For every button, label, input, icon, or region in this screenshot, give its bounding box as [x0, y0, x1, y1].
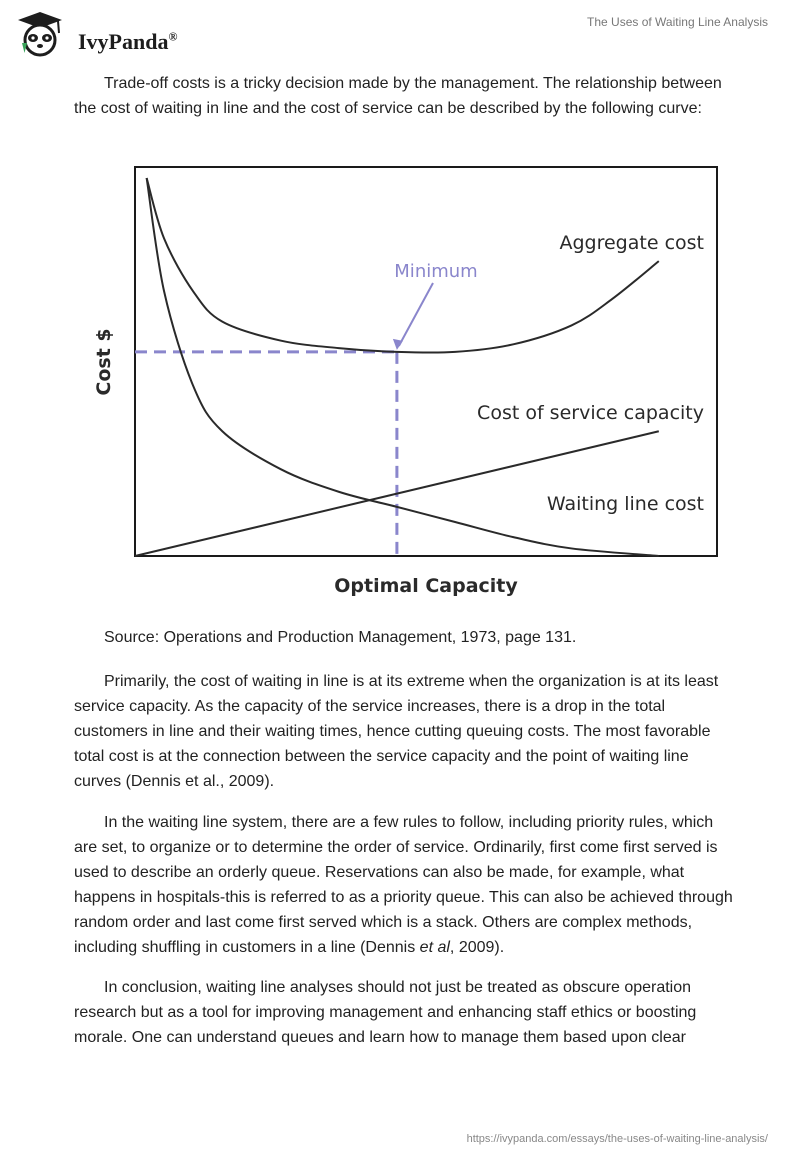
- paragraph-rules: [74, 810, 734, 960]
- paragraph-waiting-cost: Primarily, the cost of waiting in line is at its extreme when the organization is at its least service capacity. As the capacity of the service increases, there is a drop in the total customers in line and their waiting times, hence cutting queuing costs. The most favorable total cost is at the connection between the service capacity and the point of waiting line curves (Dennis et al., 2009).: [74, 673, 719, 790]
- cost-tradeoff-chart: [90, 160, 730, 610]
- rules-citation-italic: et al: [419, 939, 450, 956]
- legend-aggregate-cost: Aggregate cost: [559, 232, 704, 254]
- figure-source: Source: Operations and Production Management, 1973, page 131.: [104, 629, 577, 646]
- legend-waiting-line-cost: Waiting line cost: [546, 493, 704, 515]
- y-axis-label: Cost $: [93, 328, 115, 396]
- x-axis-label: Optimal Capacity: [334, 575, 518, 597]
- brand-name: IvyPanda®: [78, 29, 178, 54]
- minimum-annotation-label: Minimum: [394, 261, 478, 282]
- chart-svg: [90, 160, 730, 610]
- rules-citation-end: , 2009).: [449, 939, 505, 956]
- rules-text: In the waiting line system, there are a few rules to follow, including priority rules, which are set, to organize or to determine the order of service. Ordinarily, first come first served is used to describe an orderly queue. Reservations can also be made, for example, what happens in hospitals-this is referred to as a priority queue. This can also be achieved through random order and last come first served which is a stack. Others are complex methods, including shuffling in customers in a line (Dennis: [74, 814, 733, 956]
- legend-service-capacity: Cost of service capacity: [477, 402, 704, 424]
- registered-mark: ®: [168, 29, 178, 44]
- ivypanda-logo[interactable]: [14, 9, 194, 59]
- panda-icon: [14, 9, 66, 59]
- paragraph-intro: Trade-off costs is a tricky decision made by the management. The relationship between the cost of waiting in line and the cost of service can be described by the following curve:: [74, 75, 722, 117]
- paragraph-conclusion: In conclusion, waiting line analyses should not just be treated as obscure operation research but as a tool for improving management and enhancing staff ethics or boosting morale. One can understand queues and learn how to manage them based upon clear: [74, 979, 697, 1046]
- document-title: The Uses of Waiting Line Analysis: [587, 15, 768, 29]
- footer-url[interactable]: https://ivypanda.com/essays/the-uses-of-waiting-line-analysis/: [466, 1133, 768, 1145]
- page-header: [0, 0, 800, 70]
- minimum-arrow-shaft: [399, 283, 433, 346]
